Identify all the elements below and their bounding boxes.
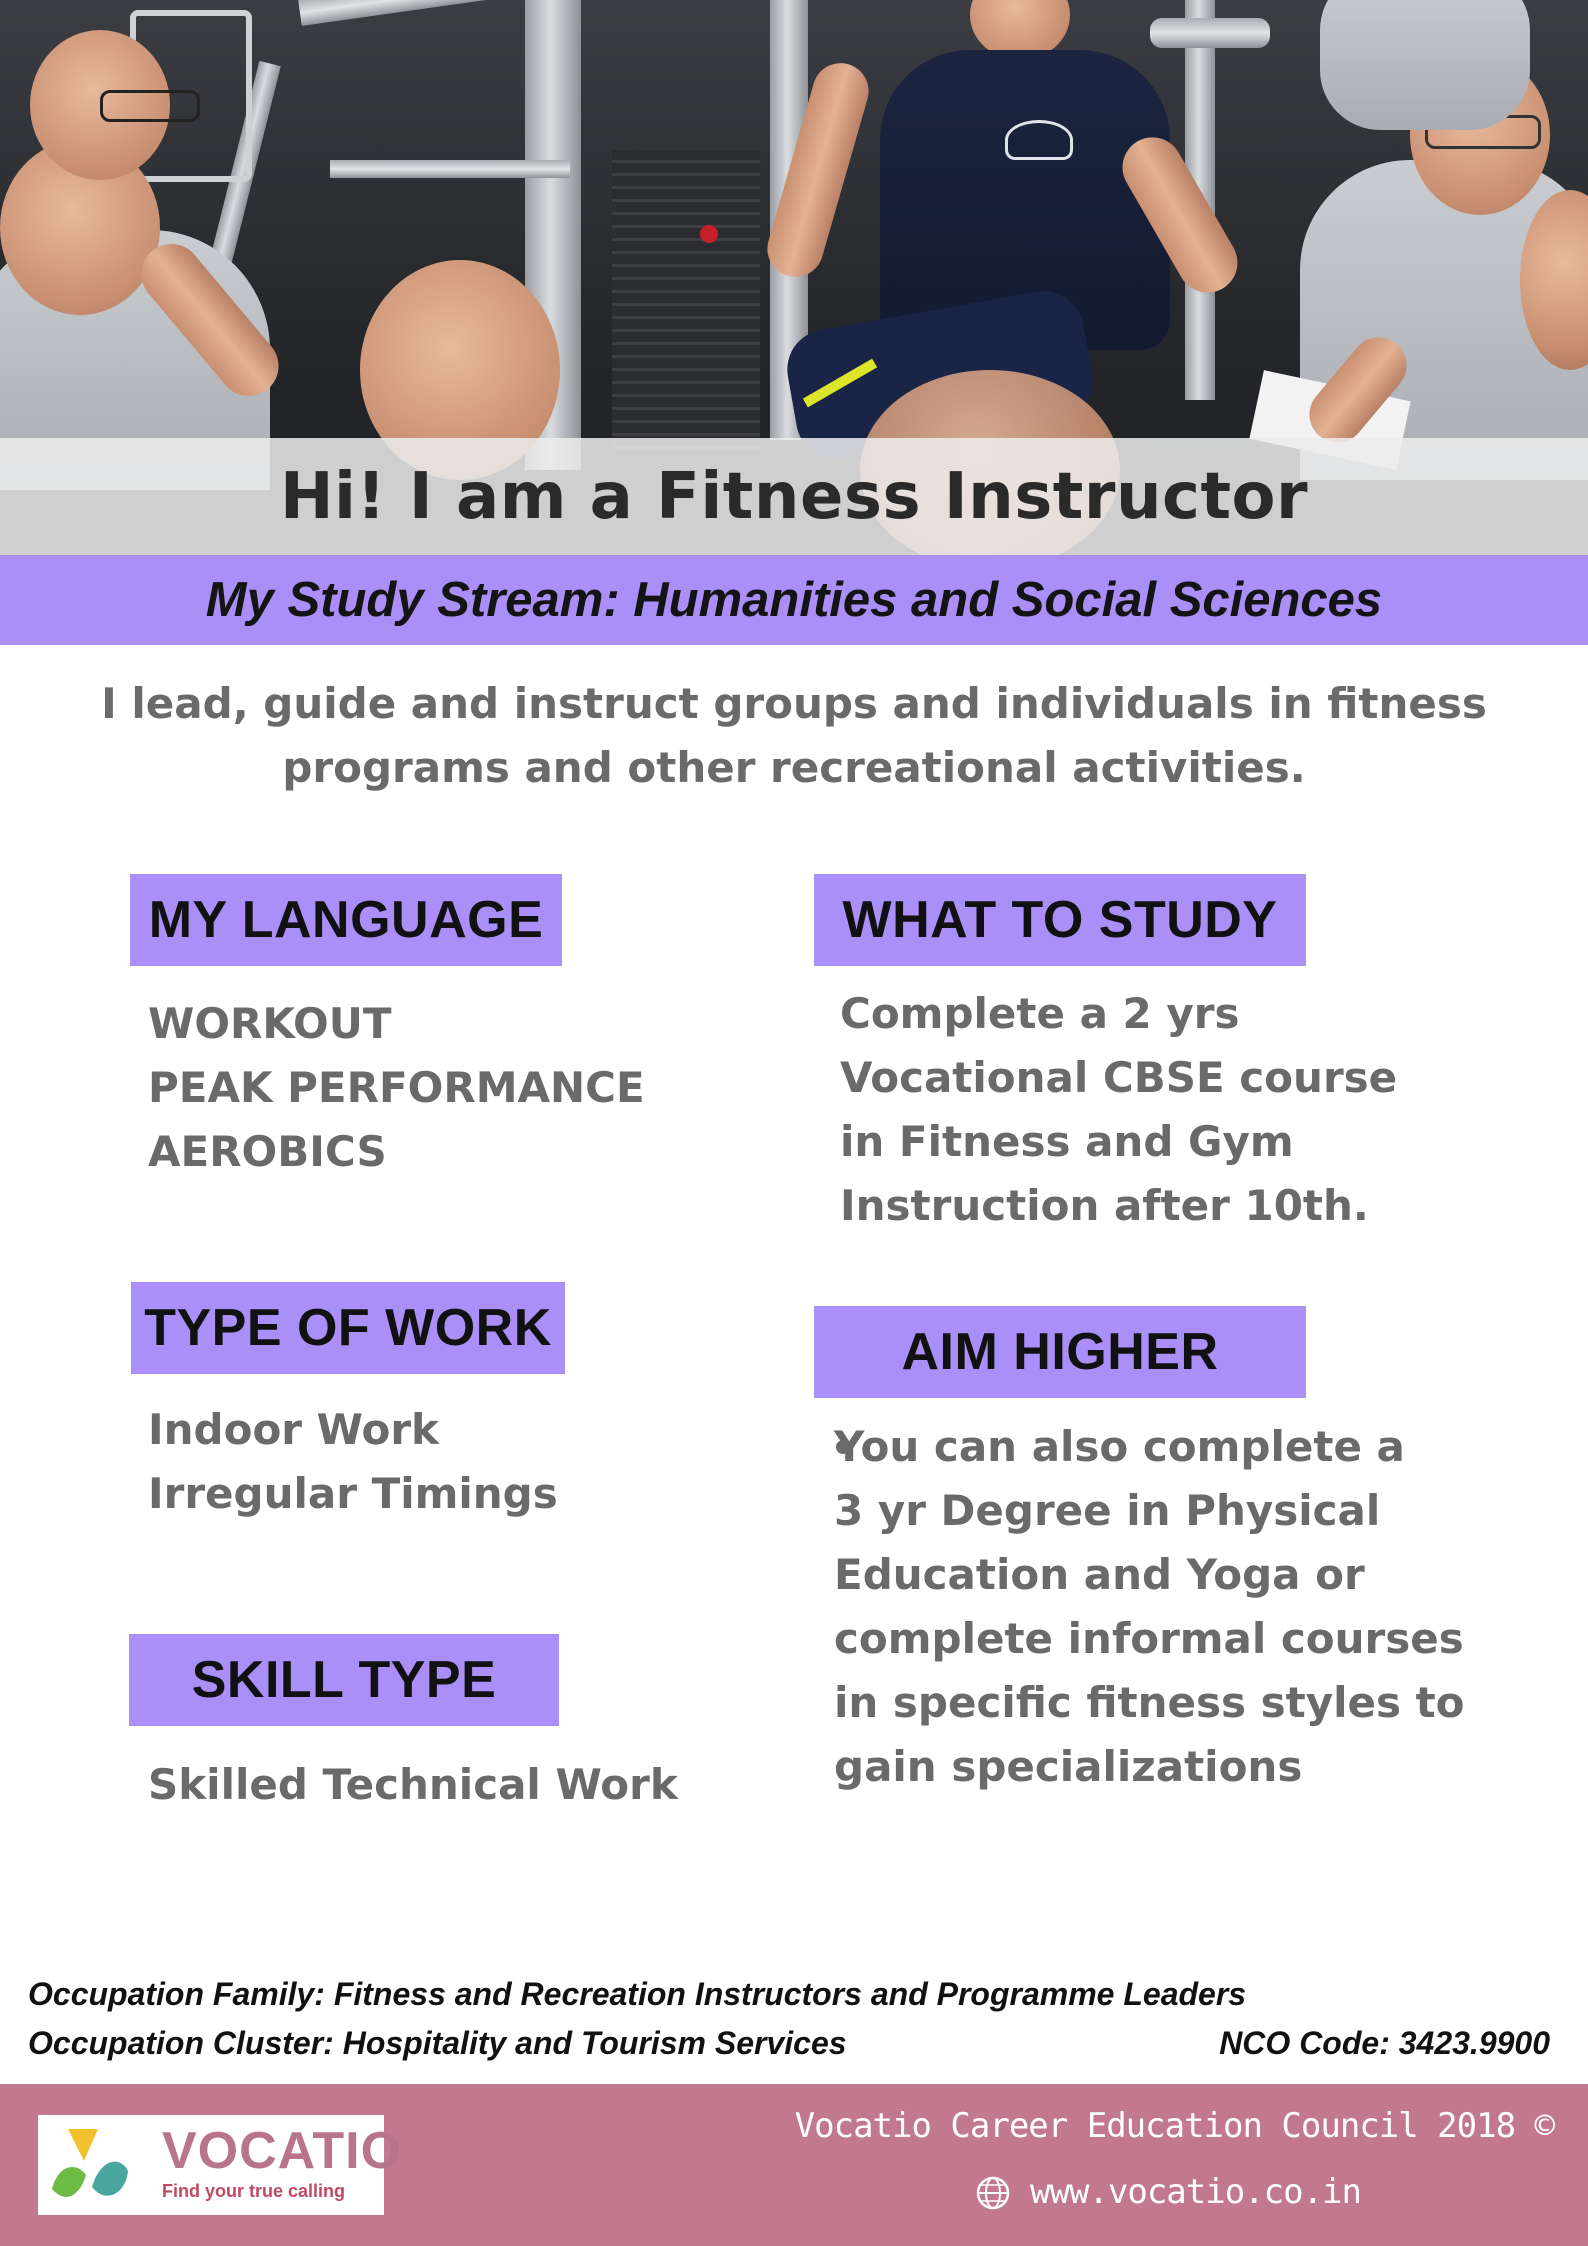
logo-wordmark: VOCATIO (162, 2122, 403, 2180)
aim-line: 3 yr Degree in Physical (834, 1486, 1381, 1535)
copyright-text: Vocatio Career Education Council 2018 © (794, 2106, 1554, 2146)
intro-text (94, 672, 1494, 800)
logo-tagline: Find your true calling (162, 2181, 346, 2201)
website-link[interactable]: www.vocatio.co.in (1030, 2172, 1361, 2212)
what-to-study-label: WHAT TO STUDY (814, 874, 1306, 966)
list-item: PEAK PERFORMANCE (148, 1063, 645, 1112)
study-line: Instruction after 10th. (840, 1181, 1369, 1230)
intro-line: programs and other recreational activities. (282, 743, 1306, 792)
study-line: in Fitness and Gym (840, 1117, 1294, 1166)
list-item: Indoor Work (148, 1405, 439, 1454)
my-language-label: MY LANGUAGE (130, 874, 562, 966)
globe-icon (976, 2176, 1010, 2210)
list-item: WORKOUT (148, 999, 392, 1048)
vocatio-logo[interactable] (38, 2115, 403, 2215)
my-language-list (148, 992, 645, 1184)
intro-line: I lead, guide and instruct groups and individuals in fitness (101, 679, 1487, 728)
aim-line: Education and Yoga or (834, 1550, 1365, 1599)
nco-code: NCO Code: 3423.9900 (1219, 2025, 1550, 2061)
list-item: Skilled Technical Work (148, 1760, 678, 1809)
aim-higher-text (834, 1415, 1514, 1799)
aim-higher-label: AIM HIGHER (814, 1306, 1306, 1398)
aim-line: You can also complete a (834, 1422, 1405, 1471)
list-item: AEROBICS (148, 1127, 387, 1176)
occupation-cluster: Occupation Cluster: Hospitality and Tourism Services (28, 2025, 847, 2061)
title-band (0, 438, 1588, 555)
skill-type-label: SKILL TYPE (129, 1634, 559, 1726)
page-title: Hi! I am a Fitness Instructor (279, 459, 1309, 534)
what-to-study-text (840, 982, 1397, 1238)
occupation-family: Occupation Family: Fitness and Recreation Instructors and Programme Leaders (28, 1976, 1247, 2012)
aim-line: complete informal courses (834, 1614, 1464, 1663)
study-line: Complete a 2 yrs (840, 989, 1240, 1038)
type-of-work-list (148, 1398, 558, 1526)
study-stream: My Study Stream: Humanities and Social Sciences (205, 573, 1383, 627)
list-item: Irregular Timings (148, 1469, 558, 1518)
study-stream-band (0, 555, 1588, 645)
study-line: Vocational CBSE course (840, 1053, 1398, 1102)
aim-line: in specific fitness styles to (834, 1678, 1465, 1727)
skill-type-list (148, 1753, 678, 1817)
type-of-work-label: TYPE OF WORK (131, 1282, 565, 1374)
logo-mark-icon (46, 2115, 156, 2215)
aim-line: gain specializations (834, 1742, 1303, 1791)
footer (0, 2084, 1588, 2246)
